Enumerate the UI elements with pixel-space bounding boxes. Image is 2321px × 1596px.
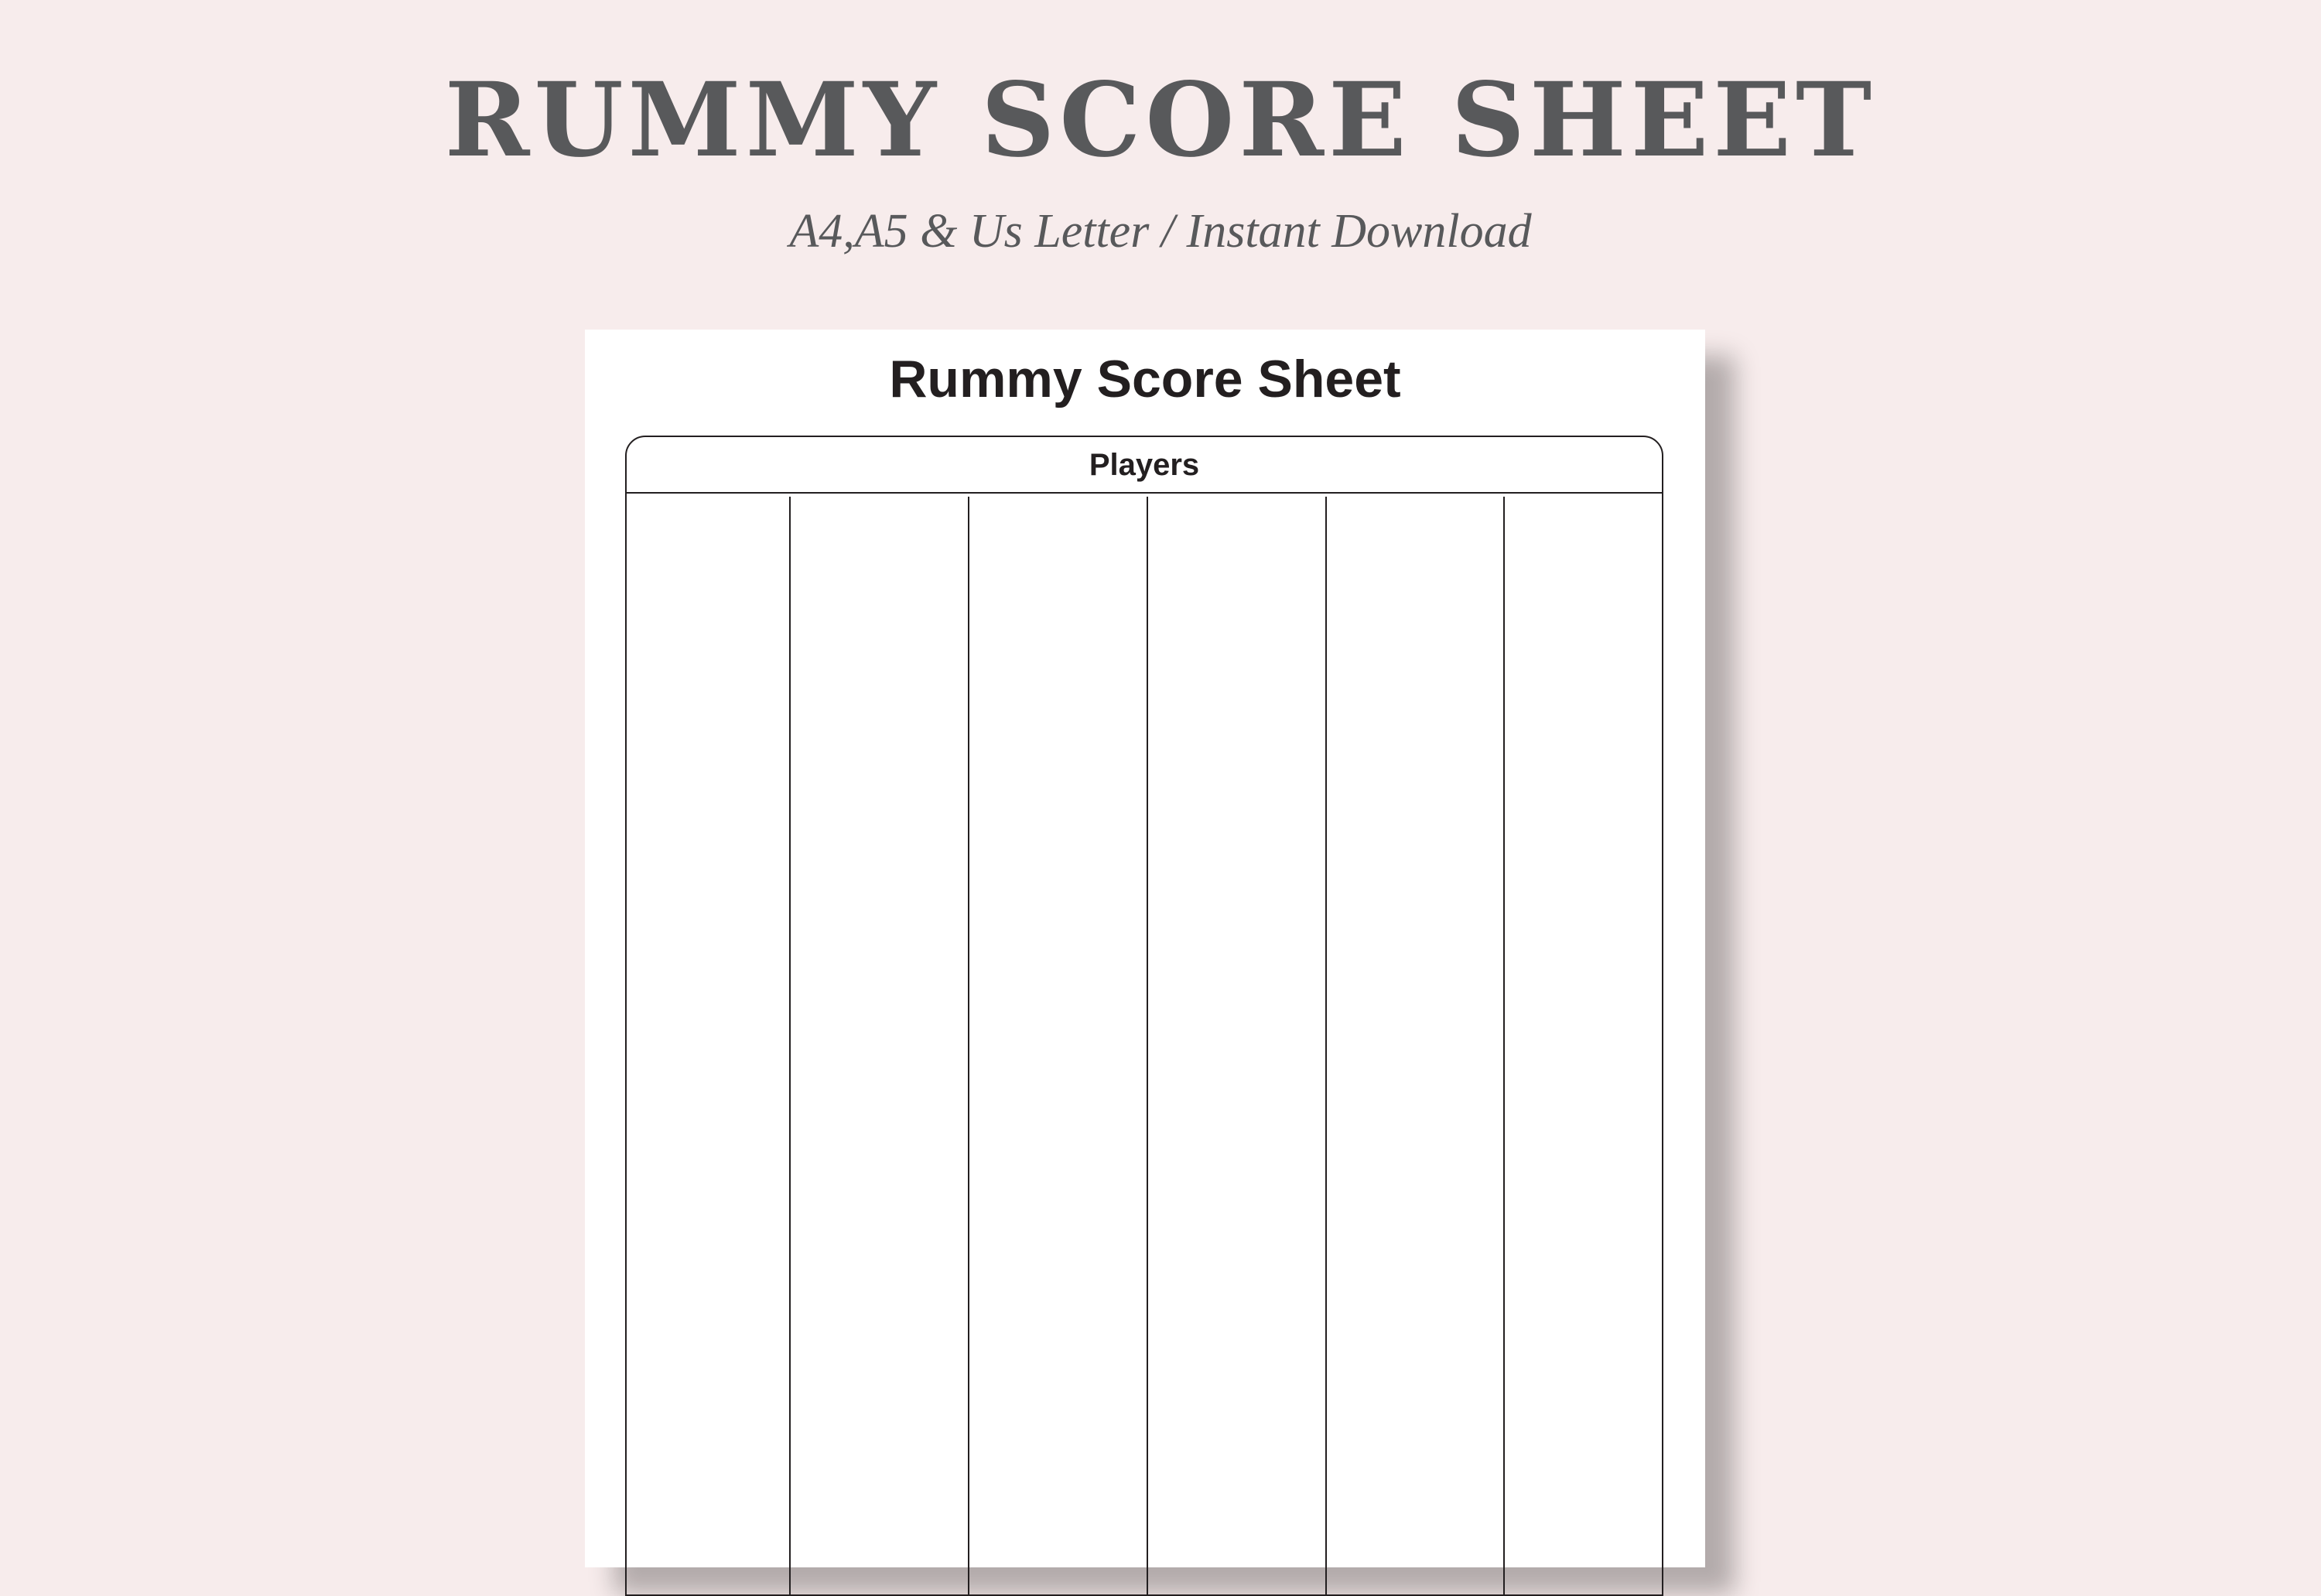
players-table bbox=[625, 436, 1663, 1596]
column-divider bbox=[789, 497, 791, 1594]
column-divider bbox=[1325, 497, 1327, 1594]
page-title: RUMMY SCORE SHEET bbox=[444, 60, 1877, 180]
page-subtitle: A4,A5 & Us Letter / Instant Download bbox=[789, 205, 1532, 258]
column-divider bbox=[1503, 497, 1505, 1594]
column-divider bbox=[968, 497, 969, 1594]
score-sheet-page bbox=[585, 330, 1705, 1567]
column-divider bbox=[1147, 497, 1148, 1594]
sheet-title: Rummy Score Sheet bbox=[889, 350, 1401, 408]
players-header: Players bbox=[627, 437, 1662, 494]
